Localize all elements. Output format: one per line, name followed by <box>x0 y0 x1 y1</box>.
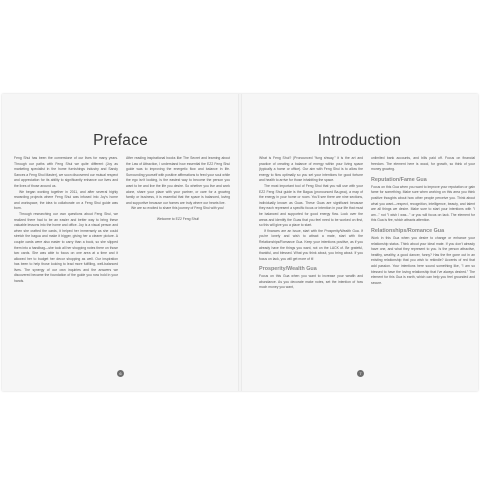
paragraph: If finances are an issue, start with the Prosperity/Wealth Gua. If you're lonely and wish to attract a mate, start with the Relationships/Romance Gua. Keep your intentions positive, as if you already have the things you want, not on the LACK of. Be grateful, thankful, and blessed. What you think about, you bring about. If you focus on lack, you will get more of it! <box>259 228 363 261</box>
text-column <box>14 156 118 285</box>
paragraph: Work in this Gua when you desire to change or enhance your relationship status. Think about your ideal mate. If you don't already have one, and what they represent to you. Is the person attractive, healthy, wealthy, a good dancer, funny? Has the fire gone out in an existing relationship that you wish to rekindle? Accents of red that add passion. Your intentions here sound something like, "I am so blessed to have the loving relationship that I've always desired." The element for this Gua is earth, which can help you feel grounded and secure. <box>371 235 475 285</box>
book-spread <box>2 94 478 391</box>
text-column <box>371 156 475 286</box>
page-number: 7 <box>357 370 364 377</box>
paragraph: After reading inspirational books like The Secret and learning about the Law of Attraction, I understand how essential the EZ2 Feng Shui guide was to improving the energetic flow and balance in life. Surrounding yourself with positive affirmations to feed your soul while the ego isn't looking, is the easiest way to become the person you want to be and live the life you desire. So whether you live and work alone, share your place with your partner, or care for a growing family or business, it is essential that the space is balanced, loving and supportive because our homes are truly where our hearts live. <box>126 156 230 205</box>
section-heading: Reputation/Fame Gua <box>371 176 427 183</box>
right-page <box>241 94 478 391</box>
paragraph: The most important tool of Feng Shui that you will use with your EZ2 Feng Shui guide is the Bagua (pronounced Ba-gwa), a map of the energy in your home or room. You'll see there are nine sections, individually known as Guas. These Guas are significant because they each represent a specific focus or intention in your life that must be balanced and supported for good energy flow. Look over the areas and identify the Guas that you feel need to be worked on first, so this will give you a place to start. <box>259 183 363 228</box>
paragraph: What is Feng Shui? (Pronounced "fung shway," it is the art and practice of creating a balance of energy within your living space (typically a home or office). Our aim with Feng Shui is to allow the energy to flow optimally so you set your intentions for good fortune and health to arrive for those inhabiting the space. <box>259 156 363 183</box>
paragraph: Feng Shui has been the cornerstone of our lives for many years. Through our paths with Feng Shui we quite different (Joy as marketing specialist in the home furnishings industry and Sandy Sances a Feng Shui Master), we soon discovered our mutual respect and appreciation for its ability to significantly enhance our lives and the lives of those around us. <box>14 156 118 188</box>
paragraph: We are so excited to share this journey of Feng Shui with you! <box>131 206 225 211</box>
paragraph: Through researching our own questions about Feng Shui, we realized there had to be an easier and better way to bring these valuable lessons into the home and office. Joy is a visual person and when she crafted the cards, it helped her immensely as she could stretch the bagua and make it bigger, giving her a clearer picture. A couple cards were also easier to carry than a book, so she slipped them into a handbag—she took all her shopping notes there on those two cards. She was able to focus on one area at a time and it allowed her to budget her decor shopping as well. Our inspiration has been to help those looking to lead more fulfilling, well-balanced lives. The synergy of our own inquiries and the answers we discovered became the foundation of the guide you now hold in your hands. <box>14 211 118 284</box>
text-column <box>259 156 363 291</box>
paragraph: We began working together in 2011, and after several highly rewarding projects where Feng Shui was infused into Joy's home and workspace, the idea to collaborate on a Feng Shui guide was born. <box>14 189 118 211</box>
paragraph: Focus on this Gua when you want to improve your reputation or gain fame for something. Make sure when working on this area you think positive thoughts about how other people perceive you. Think about what you want—respect, recognition, intelligence, beauty, and talent are all things we desire. Make sure to start your intentions with "I am..." not "I wish I was..." or you will focus on lack. The element for this Gua is fire, which attracts attention. <box>371 184 475 223</box>
section-heading: Relationships/Romance Gua <box>371 227 445 234</box>
page-title: Introduction <box>317 132 402 149</box>
paragraph: Focus on this Gua when you want to increase your wealth and abundance. As you decorate make notes, set the intention of how much money you want, <box>259 274 363 290</box>
text-column <box>126 156 230 223</box>
left-page <box>2 94 239 391</box>
welcome-line: Welcome to EZ2 Feng Shui! <box>156 216 200 221</box>
paragraph: unlimited bank accounts, and bills paid off. Focus on financial freedom. The element here is wood, for growth, so think of your money growing. <box>371 156 475 172</box>
page-number: 6 <box>117 370 124 377</box>
page-title: Preface <box>93 132 148 149</box>
section-heading: Prosperity/Wealth Gua <box>259 266 317 273</box>
